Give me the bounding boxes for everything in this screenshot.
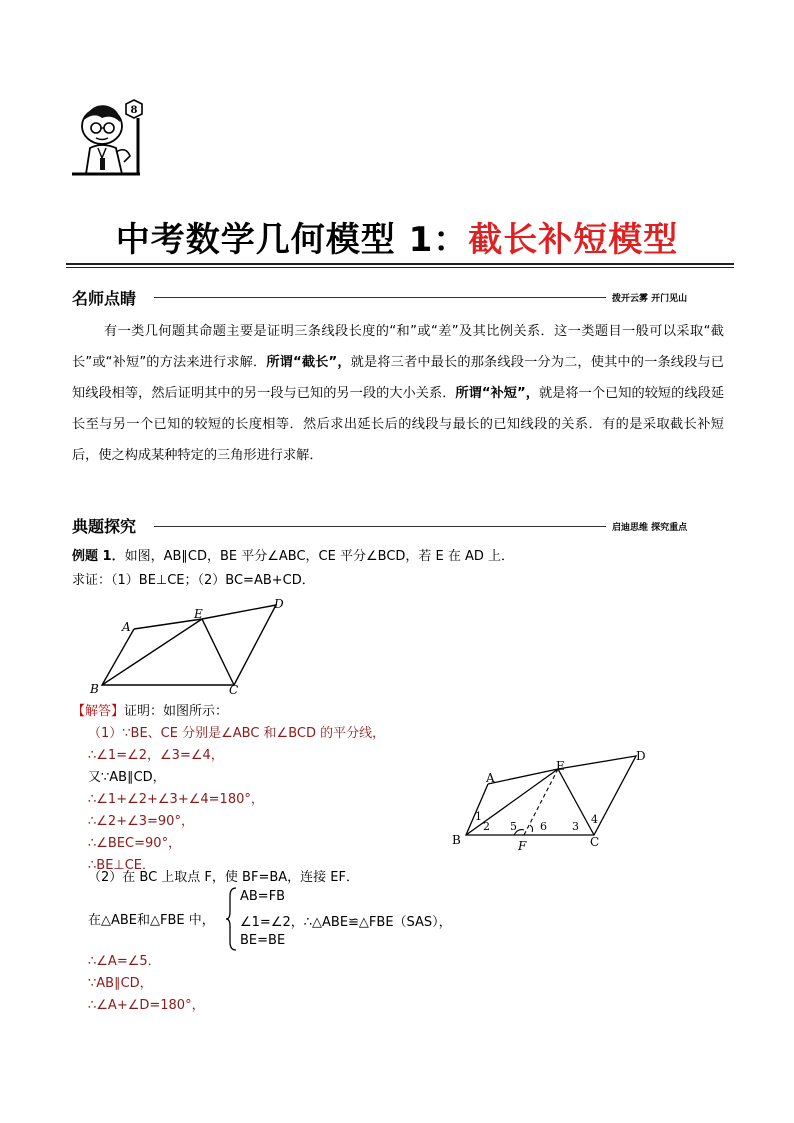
title-rule xyxy=(66,263,734,265)
title-rule-thin xyxy=(66,267,734,268)
fig2-angle-1: 1 xyxy=(475,810,482,823)
brace-prefix: 在△ABE和△FBE 中， xyxy=(88,913,215,928)
fig1-label-D: D xyxy=(274,597,284,611)
solution-after: ∴∠A+∠D=180°， xyxy=(88,998,205,1013)
fig2-label-C: C xyxy=(590,835,600,849)
page-title: 中考数学几何模型 1：截长补短模型 xyxy=(115,220,679,260)
solution-line: ∴∠2+∠3=90°， xyxy=(88,814,194,829)
brace-symbol xyxy=(226,886,238,952)
fig2-label-D: D xyxy=(636,749,646,763)
fig2-label-E: E xyxy=(556,759,565,773)
figure-parallelogram xyxy=(86,596,296,696)
section-heading-examples: 典题探究 xyxy=(72,517,137,536)
section-heading-tips: 名师点睛 xyxy=(72,289,137,308)
section-divider xyxy=(154,526,606,527)
brace-line: ∠1=∠2，∴△ABE≌△FBE（SAS）， xyxy=(240,915,452,930)
solution-line: ∴∠BEC=90°， xyxy=(88,836,182,851)
fig2-angle-5: 5 xyxy=(510,820,517,833)
fig2-label-B: B xyxy=(452,833,461,847)
page-title-highlight: 截长补短模型 xyxy=(468,220,679,260)
section-tag-tips: 拨开云雾 开门见山 xyxy=(612,294,688,304)
svg-text:8: 8 xyxy=(130,105,138,116)
detective-logo-icon xyxy=(72,96,152,176)
section-tag-examples: 启迪思维 探究重点 xyxy=(612,523,688,533)
fig2-label-A: A xyxy=(486,771,495,785)
intro-paragraph: 有一类几何题其命题主要是证明三条线段长度的“和”或“差”及其比例关系．这一类题目一般可以采取“截长”或“补短”的方法来进行求解．所谓“截长”，就是将三者中最长的那条线段一分为二，使其中的一条线段与已知线段相等，然后证明其中的另一段与已知的另一段的大小关系．所谓“补短”，就是将一个已知的较短的线段延长至与另一个已知的较短的长度相等．然后求出延长后的线段与最长的已知线段的关系．有的是采取截长补短后，使之构成某种特定的三角形进行求解． xyxy=(72,324,725,463)
fig1-label-B: B xyxy=(90,682,99,696)
solution-after: ∵AB∥CD， xyxy=(88,976,153,991)
fig2-angle-4: 4 xyxy=(591,813,598,826)
solution-after: ∴∠A=∠5． xyxy=(88,954,161,969)
brace-line: BE=BE xyxy=(240,933,286,948)
example-prove: 求证：（1）BE⊥CE；（2）BC=AB+CD． xyxy=(72,573,315,588)
figure-parallelogram-solution xyxy=(448,744,658,854)
fig1-label-C: C xyxy=(229,683,239,696)
solution-line: 又∵AB∥CD， xyxy=(88,770,166,785)
example-statement: 例题 1．如图，AB∥CD，BE 平分∠ABC，CE 平分∠BCD，若 E 在 AD 上． xyxy=(72,549,515,564)
fig1-label-A: A xyxy=(122,620,131,634)
section-divider xyxy=(154,297,606,298)
solution-line: ∴BE⊥CE． xyxy=(88,858,156,873)
fig2-angle-3: 3 xyxy=(572,820,579,833)
solution-intro: 【解答】证明：如图所示： xyxy=(72,704,229,719)
solution-line: （1）∵BE、CE 分别是∠ABC 和∠BCD 的平分线， xyxy=(88,726,386,741)
brace-line: AB=FB xyxy=(240,889,286,904)
solution-line: ∴∠1=∠2，∠3=∠4， xyxy=(88,748,224,763)
solution-line: （2）在 BC 上取点 F，使 BF=BA，连接 EF． xyxy=(88,870,359,885)
solution-line: ∴∠1+∠2+∠3+∠4=180°， xyxy=(88,792,264,807)
fig2-angle-6: 6 xyxy=(540,820,547,833)
fig2-angle-2: 2 xyxy=(483,820,490,833)
fig1-label-E: E xyxy=(194,607,203,621)
fig2-label-F: F xyxy=(518,839,527,853)
